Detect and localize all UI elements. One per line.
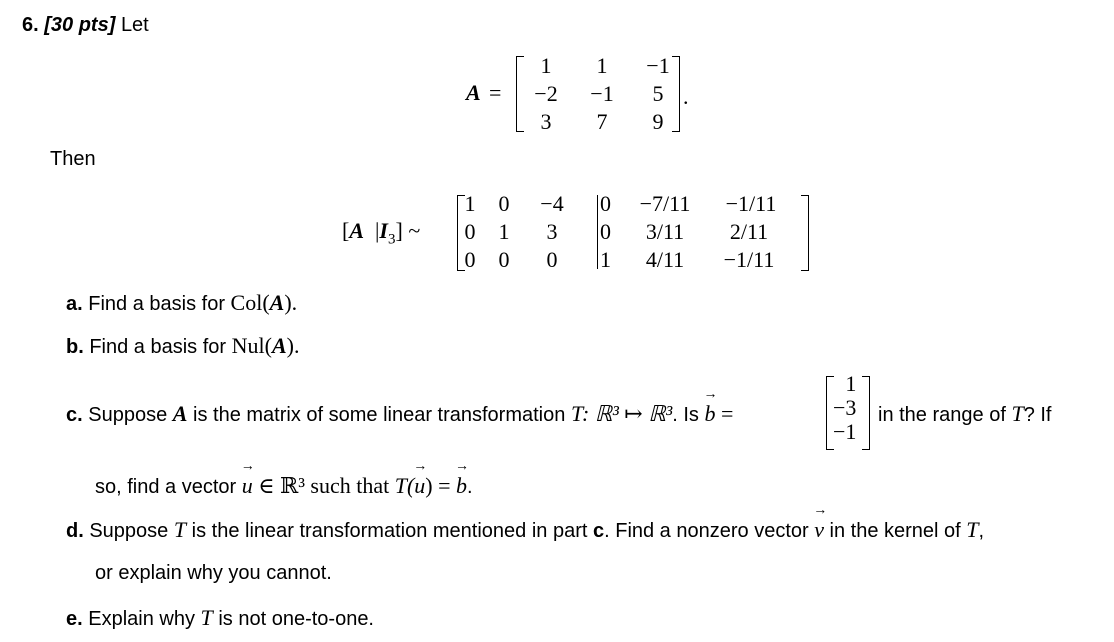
vector-u-symbol: → u <box>414 473 425 499</box>
part-d-line1: d. Suppose T is the linear transformation mentioned in part c. Find a nonzero vector → v in the kernel of T, <box>66 517 984 543</box>
matrix-a-cell: 1 <box>540 53 552 78</box>
aug-right-cell: −1/11 <box>725 191 777 216</box>
matrix-a-cell: 9 <box>652 109 664 134</box>
matrix-a-equals: = <box>489 80 502 105</box>
part-b <box>66 333 299 359</box>
augmented-lhs-i: I <box>379 218 388 243</box>
part-b-letter: b. <box>66 336 84 358</box>
augmented-lhs: [A $|I_3$] ~ <box>342 218 421 248</box>
part-c-line1: c. Suppose A is the matrix of some linear transformation T: ℝ³ ↦ ℝ³. Is → b = <box>66 401 733 427</box>
aug-right-cell: −7/11 <box>639 191 691 216</box>
part-c-letter: c. <box>66 404 83 426</box>
part-c-t: T <box>1011 401 1024 426</box>
part-a-text: Find a basis for <box>88 293 231 315</box>
part-a-letter: a. <box>66 293 83 315</box>
problem-points: [30 pts] <box>44 14 116 36</box>
then-label: Then <box>50 148 96 170</box>
vector-b <box>830 372 859 444</box>
matrix-a-right-bracket <box>672 56 680 132</box>
problem-number: 6. <box>22 14 39 36</box>
part-e: e. Explain why T is not one-to-one. <box>66 605 374 630</box>
aug-left-cell: 0 <box>464 247 476 272</box>
aug-left-cell: 1 <box>498 219 510 244</box>
vector-b-right-bracket <box>862 376 870 450</box>
aug-right-cell: 3/11 <box>645 219 685 244</box>
matrix-a-cell: −2 <box>534 81 558 106</box>
part-e-letter: e. <box>66 608 83 630</box>
part-a-matrix: A <box>269 290 285 315</box>
vector-b-cell: −1 <box>833 419 857 444</box>
vector-b-cell: 1 <box>845 371 857 396</box>
aug-left-cell: 1 <box>464 191 476 216</box>
aug-right-cell: 0 <box>600 191 611 216</box>
part-b-close: ). <box>286 333 300 358</box>
aug-left-cell: −4 <box>540 191 564 216</box>
problem-intro: Let <box>120 14 149 36</box>
part-d-line2: or explain why you cannot. <box>95 562 332 584</box>
part-a-math: Col( <box>230 290 270 315</box>
augmented-lhs-sub: 3 <box>387 231 396 248</box>
part-a <box>66 290 297 316</box>
matrix-a-period: . <box>683 84 689 109</box>
tilde-symbol: ~ <box>408 218 421 243</box>
aug-left-cell: 3 <box>546 219 558 244</box>
matrix-a-cell: −1 <box>646 53 670 78</box>
augmented-right-block <box>598 190 790 274</box>
part-c-map: T: ℝ³ ↦ ℝ³ <box>570 401 673 426</box>
part-c-line1-tail: in the range of T? If <box>878 401 1052 426</box>
part-b-math: Nul( <box>231 333 272 358</box>
matrix-a-cell: 7 <box>596 109 608 134</box>
augmented-lhs-a: A <box>349 218 365 243</box>
part-c-a: A <box>172 401 188 426</box>
matrix-a-label: A <box>466 80 481 105</box>
matrix-a-cell: 5 <box>652 81 664 106</box>
aug-left-cell: 0 <box>498 191 510 216</box>
vector-v-symbol: → v <box>814 517 824 543</box>
part-a-close: ). <box>284 290 298 315</box>
part-b-text: Find a basis for <box>89 336 232 358</box>
aug-left-cell: 0 <box>546 247 558 272</box>
aug-right-cell: 4/11 <box>645 247 685 272</box>
vector-b-symbol: → b <box>705 401 716 427</box>
problem-header <box>22 14 149 37</box>
part-b-matrix: A <box>271 333 287 358</box>
matrix-a-cell: 3 <box>540 109 552 134</box>
aug-right-cell: −1/11 <box>723 247 775 272</box>
matrix-a-cell: −1 <box>590 81 614 106</box>
vector-b-cell: −3 <box>833 395 857 420</box>
vector-b-symbol: → b <box>456 473 467 499</box>
aug-left-cell: 0 <box>498 247 510 272</box>
aug-right-cell: 2/11 <box>729 219 769 244</box>
augmented-right-bracket <box>801 195 809 271</box>
part-c-line2: so, find a vector → u ∈ ℝ³ such that T(→ u) = → b. <box>95 473 473 499</box>
matrix-a <box>518 52 686 136</box>
augmented-left-block <box>459 190 580 274</box>
vector-u-symbol: → u <box>242 473 253 499</box>
aug-left-cell: 0 <box>464 219 476 244</box>
matrix-a-cell: 1 <box>596 53 608 78</box>
aug-right-cell: 1 <box>600 247 611 272</box>
part-d-letter: d. <box>66 520 84 542</box>
aug-right-cell: 0 <box>600 219 611 244</box>
